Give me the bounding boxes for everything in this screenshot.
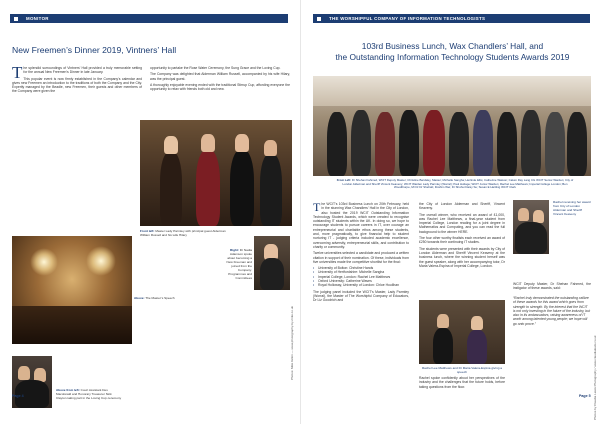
left-page-title: New Freemen’s Dinner 2019, Vintners’ Hall — [12, 45, 177, 55]
left-col2-para1: opportunity to partake the Rose Water Ceremony, the Sung Grace and the Loving Cup. — [150, 66, 281, 70]
caption-text: The Master’s Speech — [145, 296, 175, 300]
photo-figure — [473, 110, 493, 176]
speaker-caption — [222, 248, 252, 280]
photo-face — [235, 134, 249, 152]
caption-text: Master Lady Parmley with principal guest Alderman William Russell and his wife Hilary — [140, 229, 226, 237]
caption-label: Above from left: — [56, 388, 80, 392]
header-square-icon — [14, 17, 18, 21]
photo-figure — [449, 112, 469, 176]
photo-figure — [327, 112, 347, 176]
left-col2 — [150, 66, 290, 91]
right-page — [300, 0, 600, 424]
dropcap: T — [313, 200, 321, 214]
caption-text: Dr Nadia Adamson spoke about becoming a New Freeman and joined from the Company: Programmes and Committees — [226, 248, 252, 280]
tables — [12, 306, 132, 344]
right-col2-para1: the City of London Alderman and Sheriff, Vincent Keaveny. — [419, 202, 505, 211]
speaker-photo — [254, 236, 290, 290]
photo-figure — [375, 112, 395, 176]
list-item: • Royal Holloway, University of London: Chloe Houlihan — [313, 283, 409, 287]
caption-text: Dr Shehan Fahmed, WCIT Deputy Master; Christine Bardsley, Master; Michelle Sangha; Herlinde Ellis; Catherine Watson; Calum Ray Lang CG WCIT Senior Warden; City of London Alderman and Sheriff Vincent Keaveny; WCIT Warden Lady Parmley (Worral); Paul Hutlage; WCIT Junior Warden; Rachel Lee Matthews; Imperial College London; Ben Woodthorpe, Mr Dr Dr Shehab; Ibrahim Wei; Dr Shuhui Daisy Su; Susan E Hartling WCIT Clerk — [342, 178, 574, 190]
group-photo-caption — [335, 179, 575, 190]
photo-figure — [260, 258, 284, 290]
caption-label: Right: — [229, 248, 239, 252]
right-page-number: Page 5 — [579, 394, 591, 398]
list-item: • University of Bolton: Christine Hands — [313, 266, 409, 270]
award-speech-caption: Rachel Lee Matthews and Dr Maria Valera-Espina giving a speech — [421, 366, 503, 375]
caption-label: Front left: — [140, 229, 155, 233]
left-header-label: MONITOR — [26, 16, 49, 21]
right-title-line2: the Outstanding Information Technology Students Awards 2019 — [335, 51, 570, 62]
left-col2-para3: A thoroughly enjoyable evening ended with the traditional Stirrup Cup, affording everyone the opportunity to relax with friends both old and new. — [150, 82, 290, 92]
award-portrait-photo — [513, 200, 549, 254]
photo-figure — [467, 330, 487, 364]
photo-face — [518, 208, 529, 221]
loving-cup-caption — [56, 388, 122, 400]
caption-label: From Left: — [336, 178, 352, 182]
hall-caption — [134, 296, 194, 300]
left-col2-para2: The Company was delighted that Alderman William Russell, accompanied by his wife Hilary, was the principal guest. — [150, 72, 290, 81]
left-col1 — [12, 63, 142, 94]
caption-text: Court Assistant Des Macdonald and Honorary Treasurer Nick Clayton taking part in the Loving Cup ceremony — [56, 388, 122, 400]
dinner-photo — [140, 120, 292, 226]
award-portrait-caption: Rachel receiving her award from City of London Alderman and Sheriff Vincent Keaveny — [553, 200, 591, 217]
photo-figure — [545, 112, 565, 176]
photo-figure — [433, 328, 453, 364]
award-speech-photo — [419, 300, 505, 364]
list-item: • Imperial College, London: Rachel Lee Matthews — [313, 275, 409, 279]
right-col3-para1: WCIT Deputy Master, Dr Shehan Fahmed, the instigator of these awards, said: — [513, 282, 591, 291]
chandelier — [86, 246, 116, 276]
photo-face — [437, 314, 449, 328]
right-col2-para2: The overall winner, who received an award of £1,000, was Rachel Lee Matthews, a final-year student from Imperial College, London reading for a joint degree in Mathematics and Computing, and you can read the full background to the winner HERE. — [419, 212, 505, 234]
list-item: • Oxford University: Catherine Waves — [313, 279, 409, 283]
right-col1-para3: The judging panel included the WCIT’s Master, Lady Parmley (Worral), the Master of The Worshipful Company of Educators, Dr Liz Goodrich and — [313, 289, 409, 303]
right-page-title — [317, 41, 588, 62]
photo-figure — [260, 154, 282, 226]
quote-text: “Rachel truly demonstrated the outstanding calibre of these awards for this award which goes from strength to strength. By the interest that the WCIT is not only investing in the future of the industry, but also in its ambassadors, raising awareness of IT worth among talented young people; we hope will go onto prove.” — [513, 296, 591, 326]
right-title-line1: 103rd Business Lunch, Wax Chandlers’ Hall, and — [361, 41, 544, 51]
right-col1-para2: Twelve universities selected a candidate and produced a written citation in support of their nomination. Of these, individuals from five universities made the competitive shortlist for the final: — [313, 251, 409, 264]
photo-figure — [230, 150, 254, 226]
photo-figure — [515, 222, 547, 254]
photo-figure — [497, 112, 517, 176]
right-header-bar — [313, 14, 590, 23]
photo-face — [164, 136, 178, 154]
photo-figure — [196, 150, 220, 226]
right-col1-para1: he WCIT’s 103rd Business Lunch on 20th February, held in the stunning Wax Chandlers’ Hall in the City of London, also hosted the 2019 WCIT Outstanding Information Technology Student Awards, which were created to recognise outstanding IT students within the UK. In doing so, we hope to encourage students to pursue careers in IT, over courage an entrepreneurial and charitable ethos among these students, and, more pragmatically, to give financial help to student nurturing IT - judging criteria included academic excellence, overcoming adversity, entrepreneurial skills, and contribution to charity or community. — [313, 202, 409, 249]
group-photo — [313, 76, 591, 176]
right-photo-credit: Photos by Claudia Lewis Photography / www.claudialewis.co.uk — [593, 335, 597, 420]
dropcap: T — [12, 63, 23, 82]
photo-figure — [567, 112, 587, 176]
right-col1 — [313, 202, 409, 303]
right-col2 — [419, 202, 505, 268]
right-col2-para4: The students were presented with their awards by City of London Alderman and Sheriff Vincent Keaveny at the business lunch, where the winning student herself was the guest speaker, along with her accompanying tutor, Dr Maria Valera-Espina of Imperial College, London. — [419, 246, 505, 268]
photo-figure — [351, 110, 371, 176]
photo-figure — [160, 152, 182, 226]
chandelier — [30, 248, 58, 276]
right-col2-para3: The four other worthy finalists each received an award of £250 towards their continuing IT studies. — [419, 236, 505, 245]
left-col1-para2: This popular event is now firmly established in the Company’s calendar and gives new Freemen an introduction to the traditions of both the Company and the City. Expertly managed by the Beadle, new Freemen, their guests and other members of the Company were given the — [12, 76, 142, 94]
header-square-icon — [317, 17, 321, 21]
left-page-number: Page 4 — [12, 394, 24, 398]
dinner-caption — [140, 229, 232, 237]
caption-label: Above: — [134, 296, 145, 300]
hall-photo — [12, 236, 132, 344]
photo-figure — [399, 110, 419, 176]
list-item: • University of Hertfordshire: Michelle Sangha — [313, 270, 409, 274]
photo-figure — [521, 110, 541, 176]
photo-face — [18, 366, 30, 380]
photo-face — [264, 140, 277, 156]
photo-face — [201, 134, 215, 152]
right-header-label: THE WORSHIPFUL COMPANY OF INFORMATION TECHNOLOGISTS — [329, 16, 486, 21]
left-header-bar — [10, 14, 288, 23]
photo-figure — [423, 110, 445, 176]
loving-cup-photo — [12, 356, 52, 408]
right-col2-para5: Rachel spoke confidently about her perspectives of the industry and the challenges that the future holds, before taking questions from the floor. — [419, 376, 505, 389]
universities-list — [313, 266, 409, 287]
left-photo-credit: Photos: Mike Gillon — www.photography-by-mike.co.uk — [290, 306, 294, 380]
wall — [313, 76, 591, 106]
photo-face — [471, 316, 483, 330]
left-col1-para1: he splendid surroundings of Vintners’ Hall provided a truly memorable setting for the annual New Freemen’s Dinner in late January. — [23, 66, 142, 75]
